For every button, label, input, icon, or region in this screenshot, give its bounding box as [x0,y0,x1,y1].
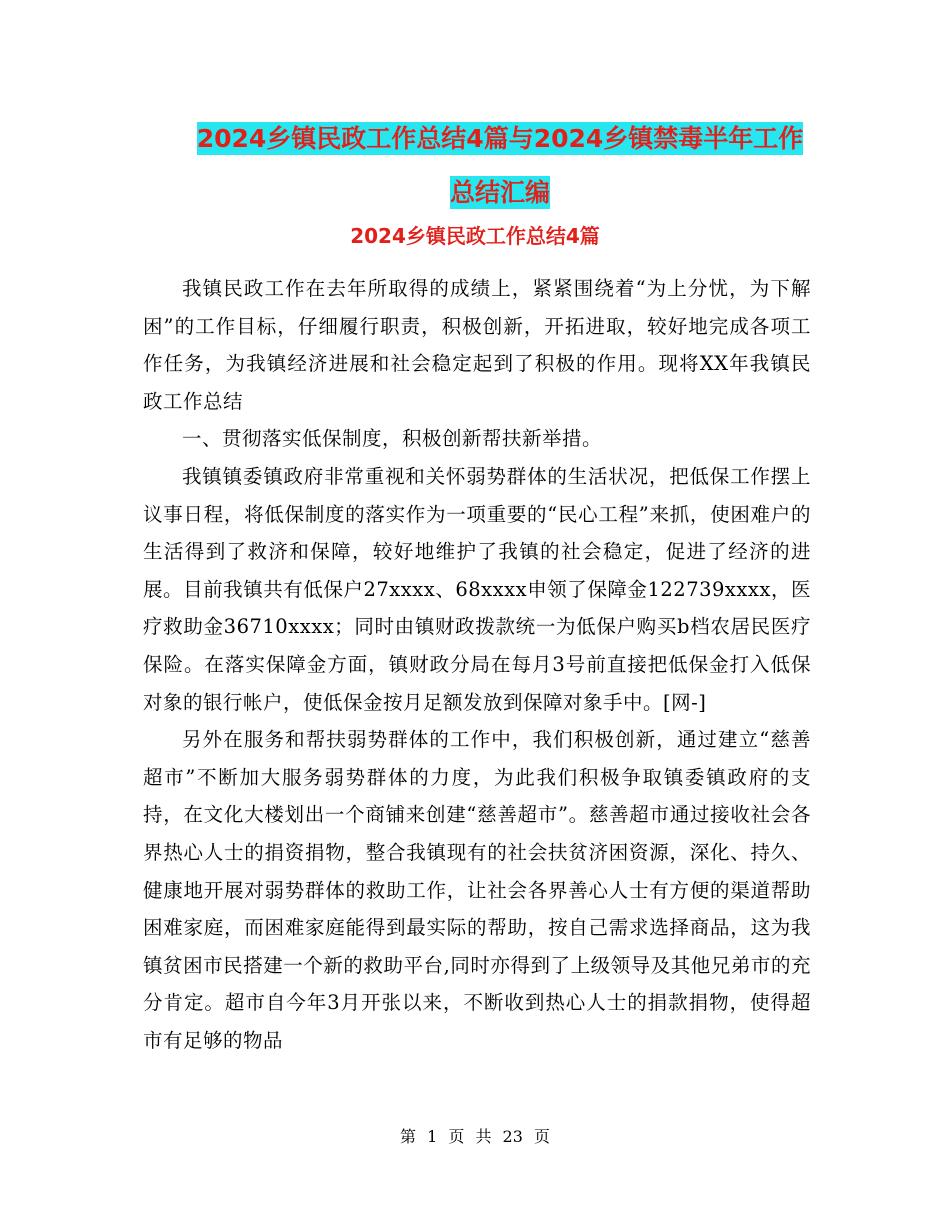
section-title: 2024乡镇民政工作总结4篇 [350,224,600,248]
document-title [130,112,870,220]
page-number-footer: 第 1 页 共 23 页 [400,1127,550,1146]
document-title-line-1: 2024乡镇民政工作总结4篇与2024乡镇禁毒半年工作 [196,124,804,153]
paragraph-low-income: 我镇镇委镇政府非常重视和关怀弱势群体的生活状况，把低保工作摆上议事日程，将低保制度的落实作为一项重要的“民心工程”来抓，使困难户的生活得到了救济和保障，较好地维护了我镇的社会稳定，促进了经济的进展。目前我镇共有低保户27xxxx、68xxxx申领了保障金122739xxxx，医疗救助金36710xxxx；同时由镇财政拨款统一为低保户购买b档农居民医疗保险。在落实保障金方面，镇财政分局在每月3号前直接把低保金打入低保对象的银行帐户，使低保金按月足额发放到保障对象手中。[网-] [143,464,811,714]
document-body [143,270,811,1059]
paragraph-heading-1: 一、贯彻落实低保制度，积极创新帮扶新举措。 [182,427,603,451]
paragraph-intro: 我镇民政工作在去年所取得的成绩上，紧紧围绕着“为上分忧，为下解困”的工作目标，仔细履行职责，积极创新，开拓进取，较好地完成各项工作任务，为我镇经济进展和社会稳定起到了积极的作用。现将XX年我镇民政工作总结 [143,277,811,413]
document-title-line-2: 总结汇编 [449,178,550,207]
paragraph-charity-supermarket: 另外在服务和帮扶弱势群体的工作中，我们积极创新，通过建立“慈善超市”不断加大服务弱势群体的力度，为此我们积极争取镇委镇政府的支持，在文化大楼划出一个商铺来创建“慈善超市”。慈善超市通过接收社会各界热心人士的捐资捐物，整合我镇现有的社会扶贫济困资源，深化、持久、健康地开展对弱势群体的救助工作，让社会各界善心人士有方便的渠道帮助困难家庭，而困难家庭能得到最实际的帮助，按自己需求选择商品，这为我镇贫困市民搭建一个新的救助平台,同时亦得到了上级领导及其他兄弟市的充分肯定。超市自今年3月开张以来，不断收到热心人士的捐款捐物，使得超市有足够的物品 [143,728,811,1052]
